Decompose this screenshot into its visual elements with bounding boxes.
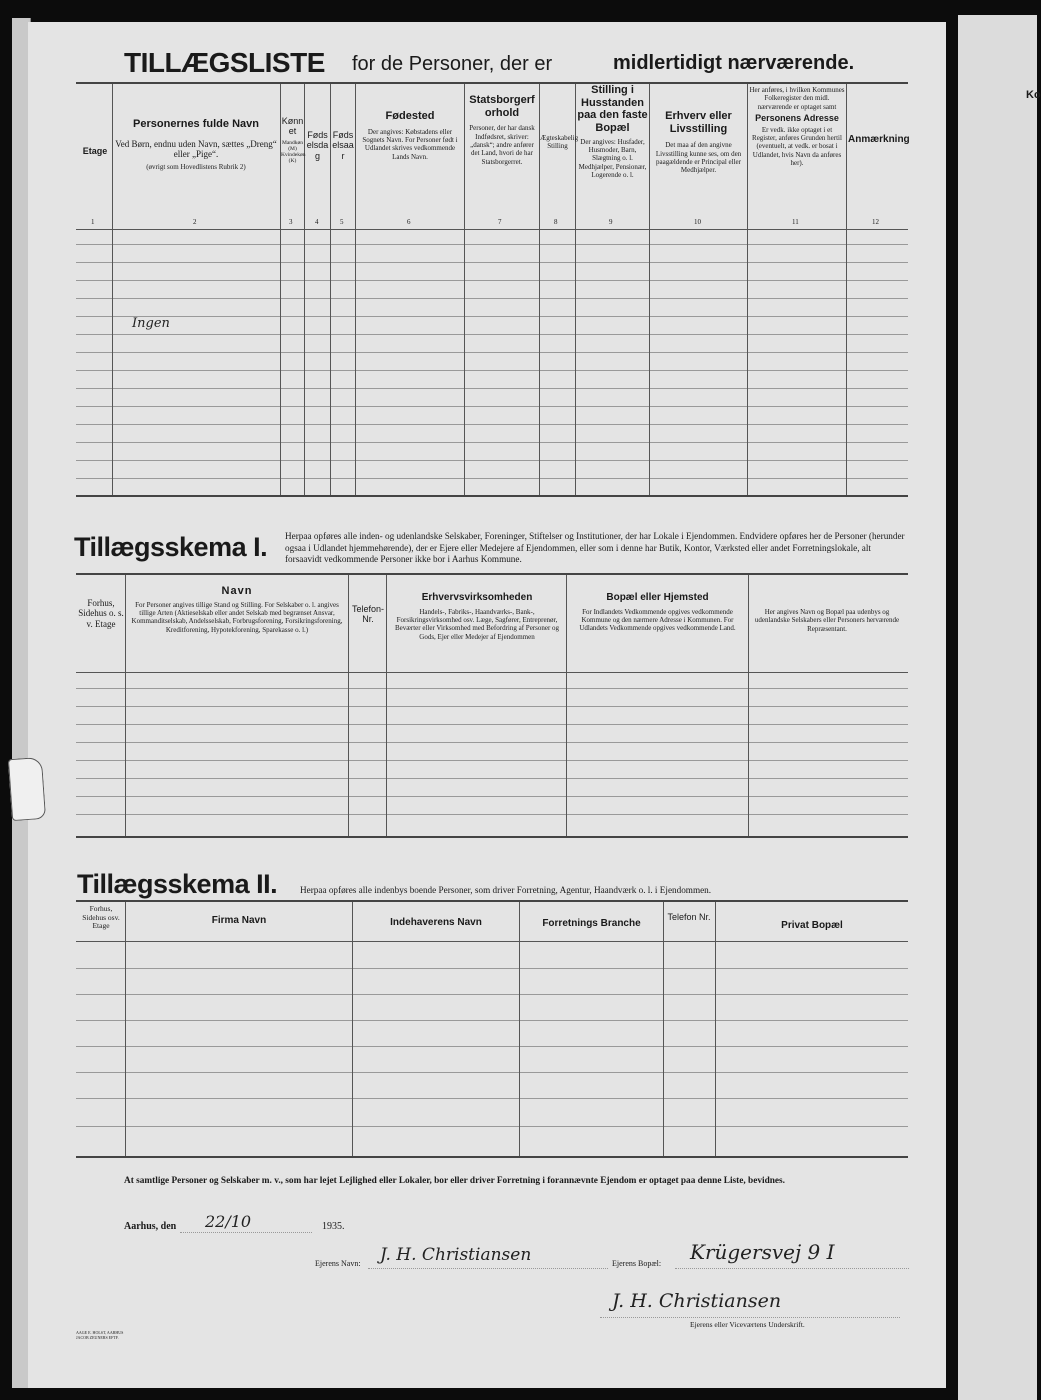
skema2-col-firma: Firma Navn <box>211 915 267 926</box>
col-name-desc: Ved Børn, endnu uden Navn, sættes „Dreng“ eller „Pige“. <box>115 138 277 159</box>
col-occupation-title: Erhverv eller Livsstilling <box>665 110 732 135</box>
col-num-11: 11 <box>792 218 799 226</box>
col-birthplace-desc: Der angives: Købstadens eller Sognets Navn. For Personer født i Udlandet skrives vedkommende Lands Navn. <box>362 127 458 161</box>
skema1-col-bopael <box>570 592 745 633</box>
skema2-intro: Herpaa opføres alle indenbys boende Personer, som driver Forretning, Agentur, Haandværk o. l. i Ejendommen. <box>300 885 712 895</box>
skema1-col-erhverv <box>392 592 562 641</box>
skema1-title: Tillægsskema I. <box>74 532 268 562</box>
col-num-7: 7 <box>498 218 502 226</box>
right-facing-page <box>958 15 1041 1400</box>
col-household-header <box>576 84 649 180</box>
date-handwritten: 22/10 <box>205 1212 252 1231</box>
col-address-title: Personens Adresse <box>755 113 839 124</box>
signature-handwritten: J. H. Christiansen <box>612 1290 782 1312</box>
col-num-2: 2 <box>193 218 197 226</box>
col-citizenship-title: Statsborgerforhold <box>469 94 535 119</box>
col-name-note: (øvrigt som Hovedlistens Rubrik 2) <box>146 163 246 172</box>
skema1-col-erhverv-desc: Handels-, Fabriks-, Haandværks-, Bank-, Forsikringsvirksomhed osv. Læge, Sagfører, Entreprenør, Beværter eller Virksomhed med Befordring af Personer og Gods, Ejer eller Medejer af Ejendommen <box>394 607 560 641</box>
owner-address-label: Ejerens Bopæl: <box>612 1259 662 1268</box>
col-num-1: 1 <box>91 218 95 226</box>
col-household-title: Stilling i Husstanden paa den faste Bopæl <box>577 84 648 134</box>
printer-imprint: AAGE E. HOLST, AARHUS JACOB ZEUNERS EFTF. <box>76 1330 124 1341</box>
skema1-col-repraesentant: Her angives Navn og Bopæl paa udenbys og udenlandske Selskabers eller Personers herværende Repræsentant. <box>754 608 900 633</box>
skema2-title: Tillægsskema II. <box>77 869 278 899</box>
skema2-col-branche: Forretnings Branche <box>542 918 641 929</box>
owner-name-handwritten: J. H. Christiansen <box>380 1245 532 1265</box>
skema1-col-bopael-desc: For Indlandets Vedkommende opgives vedkommende Kommune og den nærmere Adresse i Kommunen. For Udlandets Vedkommende opgives vedkommende Land. <box>579 607 736 633</box>
col-num-10: 10 <box>694 218 701 226</box>
col-sex-title: Kønnet <box>281 116 304 137</box>
skema1-col-telefon: Telefon-Nr. <box>351 604 385 625</box>
skema1-col-navn <box>130 585 344 634</box>
col-num-4: 4 <box>315 218 319 226</box>
col-num-9: 9 <box>609 218 613 226</box>
col-num-12: 12 <box>872 218 879 226</box>
right-page-heading: Ko <box>1026 89 1041 101</box>
col-sex-header <box>281 116 304 164</box>
col-occupation-header <box>651 110 746 175</box>
col-citizenship-header <box>466 94 538 166</box>
owner-name-label: Ejerens Navn: <box>315 1259 361 1268</box>
skema1-col-bopael-title: Bopæl eller Hjemsted <box>606 592 709 603</box>
col-occupation-desc: Det maa af den angivne Livsstilling kunne ses, om den paagældende er Principal eller Medhjælper. <box>655 141 742 175</box>
col-birthday-header: Fødselsdag <box>306 130 329 161</box>
skema1-col-navn-title: Navn <box>221 585 253 597</box>
col-sex-desc: Mandkøn (M) Kvindekøn (K) <box>281 139 306 164</box>
signature-label: Ejerens eller Viceværtens Underskrift. <box>690 1320 805 1329</box>
skema2-col-indehaver: Indehaverens Navn <box>390 917 482 928</box>
skema1-col-etage: Forhus, Sidehus o. s. v. Etage <box>78 598 124 629</box>
col-num-5: 5 <box>340 218 344 226</box>
col-remark-header: Anmærkning <box>848 134 910 145</box>
col-etage-header: Etage <box>82 146 108 156</box>
col-address-desc: Er vedk. ikke optaget i et Register, anføres Grunden hertil (eventuelt, at vedk. er bosat i Udlandet, hvis Navn da anføres her). <box>752 125 842 168</box>
col-birthyear-header: Fødselsaar <box>332 130 354 161</box>
col-birthplace-title: Fødested <box>385 110 435 122</box>
skema2-col-etage: Forhus, Sidehus osv. Etage <box>82 904 120 931</box>
col-name-header <box>114 118 278 172</box>
col-citizenship-desc: Personer, der har dansk Indfødsret, skriver: „dansk“; andre anfører det Land, hvori de har Statsborgerret. <box>469 124 535 166</box>
col-marital-header: Ægteskabelig Stilling <box>540 134 579 151</box>
col-name-title: Personernes fulde Navn <box>133 118 259 130</box>
col-address-header <box>749 86 845 167</box>
owner-address-handwritten: Krügersvej 9 I <box>690 1240 835 1264</box>
place-label: Aarhus, den <box>124 1221 177 1232</box>
form-title: TILLÆGSLISTE <box>124 47 325 78</box>
handwritten-ingen: Ingen <box>132 316 170 331</box>
col-num-8: 8 <box>554 218 558 226</box>
declaration-text: At samtlige Personer og Selskaber m. v., som har lejet Lejlighed eller Lokaler, bor eller driver Forretning i forannævnte Ejendom er optaget paa denne Liste, bevidnes. <box>124 1176 785 1186</box>
col-birthplace-header <box>357 110 463 161</box>
year-label: 1935. <box>322 1221 345 1232</box>
skema1-col-navn-desc: For Personer angives tillige Stand og Stilling. For Selskaber o. l. angives tillige Arten (Aktieselskab eller andet Selskab med begrænset Ansvar, Kommanditselskab, Andelsselskab, Forbrugsforening, Forsikringsforening, Kreditforening, Hypotekforening, Sparekasse o. l.) <box>131 600 343 634</box>
form-subtitle-bold: midlertidigt nærværende. <box>613 52 855 74</box>
col-address-desc-top: Her anføres, i hvilken Kommunes Folkeregister den midl. nærværende er optaget samt <box>749 86 845 111</box>
col-num-6: 6 <box>407 218 411 226</box>
col-num-3: 3 <box>289 218 293 226</box>
skema2-col-bopael: Privat Bopæl <box>781 920 843 931</box>
skema2-col-telefon: Telefon Nr. <box>667 912 711 922</box>
form-subtitle: for de Personer, der er <box>352 53 553 75</box>
index-tab <box>8 757 46 821</box>
col-household-desc: Der angives: Husfader, Husmoder, Barn, Slægtning o. l. Medhjælper, Pensionær, Logerende o. l. <box>578 137 647 180</box>
skema1-intro: Herpaa opføres alle inden- og udenlandske Selskaber, Foreninger, Stiftelser og Institutioner, der har Lokale i Ejendommen. Endvidere opføres her de Personer (herunder ogsaa i Udlandet hjemmehørende), der er Ejere eller Medejere af Ejendommen, eller som i denne har Butik, Kontor, Værksted eller andet Forretningslokale, alt forsaavidt vedkommende Personer ikke bor i Aarhus Kommune. <box>285 531 905 565</box>
skema1-col-erhverv-title: Erhvervsvirksomheden <box>421 592 533 603</box>
